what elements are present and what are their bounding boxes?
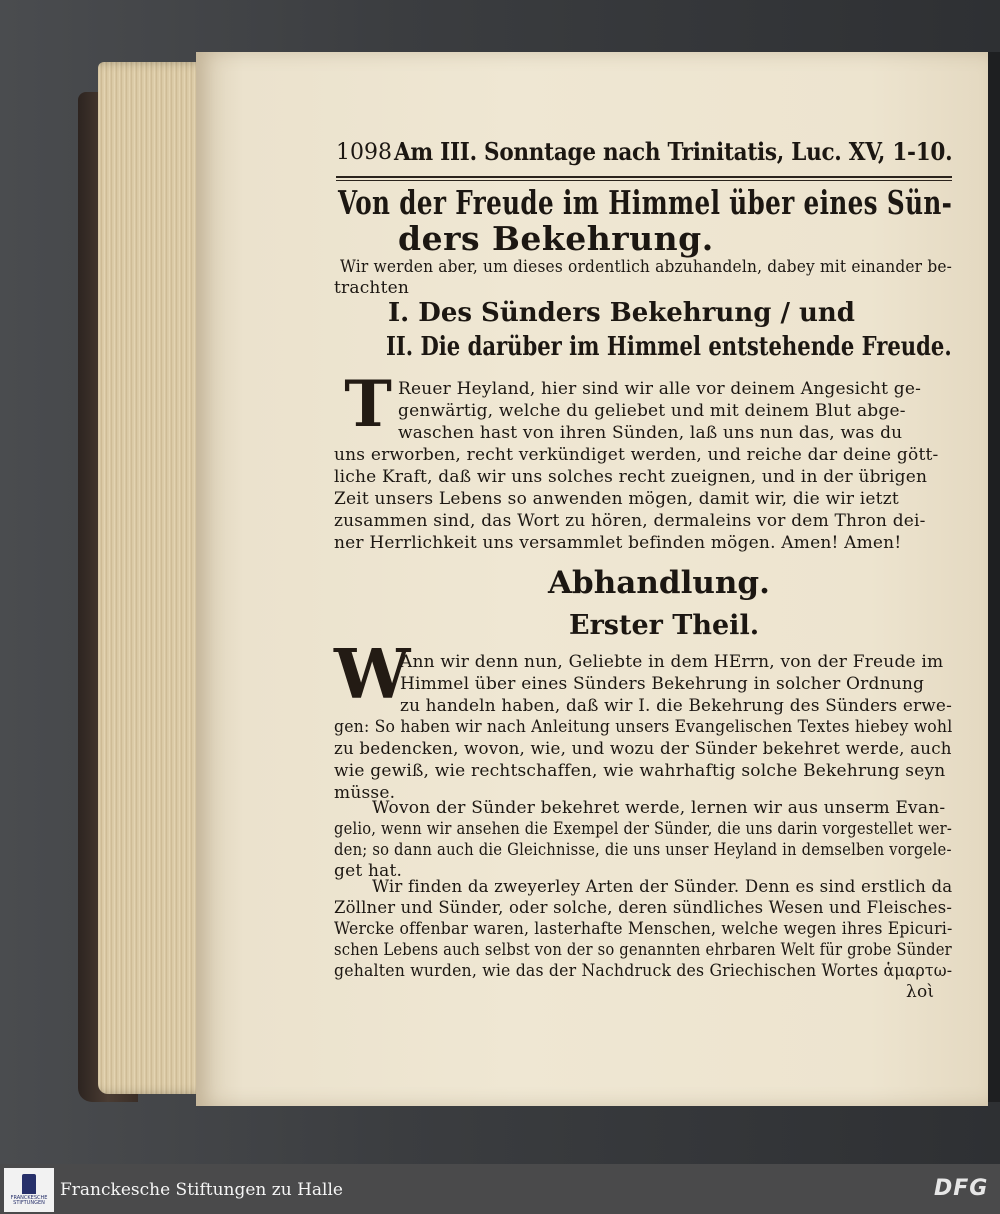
paragraph-line: den; so dann auch die Gleichnisse, die uns unser Heyland in demselben vorgele- <box>334 840 952 860</box>
part-heading: Erster Theil. <box>569 610 760 641</box>
prayer-line: Zeit unsers Lebens so anwenden mögen, damit wir, die wir ietzt <box>334 489 899 509</box>
paragraph-line: gen: So haben wir nach Anleitung unsers Evangelischen Textes hiebey wohl <box>334 717 953 737</box>
prayer-line: waschen hast von ihren Sünden, laß uns nun das, was du <box>398 423 903 443</box>
header-rule <box>336 176 952 178</box>
running-title: Am III. Sonntage nach Trinitatis, Luc. XV, 1-10. <box>394 137 953 166</box>
paragraph-line: Zöllner und Sünder, oder solche, deren sündliches Wesen und Fleisches- <box>334 898 953 918</box>
paragraph-line: Himmel über eines Sünders Bekehrung in solcher Ordnung <box>400 674 925 694</box>
section-heading: Abhandlung. <box>548 565 770 601</box>
paragraph-line: get hat. <box>334 861 403 881</box>
drop-cap: W <box>334 635 411 715</box>
paragraph-line: gehalten wurden, wie das der Nachdruck des Griechischen Wortes ἁμαρτω- <box>334 961 953 981</box>
outline-point-1: I. Des Sünders Bekehrung / und <box>388 298 855 328</box>
paragraph-line: zu bedencken, wovon, wie, und wozu der Sünder bekehret werde, auch <box>334 739 952 759</box>
facing-page-edge <box>988 52 1000 1102</box>
franckesche-stiftungen-logo[interactable] <box>4 1168 54 1212</box>
prayer-line: ner Herrlichkeit uns versammlet befinden mögen. Amen! Amen! <box>334 533 902 553</box>
logo-text: FRANCKESCHE STIFTUNGEN <box>10 1194 48 1206</box>
paragraph-line: Wir finden da zweyerley Arten der Sünder. Denn es sind erstlich da <box>372 877 953 897</box>
paragraph-line: zu handeln haben, daß wir I. die Bekehrung des Sünders erwe- <box>400 696 952 716</box>
paragraph-line: Wovon der Sünder bekehret werde, lernen wir aus unserm Evan- <box>372 798 946 818</box>
intro-text: Wir werden aber, um dieses ordentlich abzuhandeln, dabey mit einander be- <box>340 257 953 277</box>
dfg-logo[interactable]: DFG <box>934 1176 989 1201</box>
paragraph-line: Wercke offenbar waren, lasterhafte Menschen, welche wegen ihres Epicuri- <box>334 919 953 939</box>
paragraph-line: schen Lebens auch selbst von der so genannten ehrbaren Welt für grobe Sünder <box>334 940 952 960</box>
paragraph-line: müsse. <box>334 783 396 803</box>
sermon-title-line: ders Bekehrung. <box>398 219 714 258</box>
intro-text: trachten <box>334 278 410 298</box>
drop-cap: T <box>344 367 392 442</box>
paragraph-line: wie gewiß, wie rechtschaffen, wie wahrhaftig solche Bekehrung seyn <box>334 761 946 781</box>
outline-point-2: II. Die darüber im Himmel entstehende Freude. <box>386 332 952 362</box>
paragraph-line: gelio, wenn wir ansehen die Exempel der Sünder, die uns darin vorgestellet wer- <box>334 819 953 839</box>
institution-name: Franckesche Stiftungen zu Halle <box>60 1180 343 1200</box>
prayer-line: genwärtig, welche du geliebet und mit deinem Blut abge- <box>398 401 906 421</box>
paragraph-line: Ann wir denn nun, Geliebte in dem HErrn, von der Freude im <box>400 652 944 672</box>
building-icon <box>22 1174 36 1194</box>
page-number: 1098 <box>336 140 392 165</box>
prayer-line: Reuer Heyland, hier sind wir alle vor deinem Angesicht ge- <box>398 379 922 399</box>
page-edges <box>98 62 210 1094</box>
prayer-line: zusammen sind, das Wort zu hören, dermaleins vor dem Thron dei- <box>334 511 926 531</box>
header-rule-thin <box>336 180 952 181</box>
catchword: λοὶ <box>906 982 935 1002</box>
sermon-title-line: Von der Freude im Himmel über eines Sün- <box>338 183 953 222</box>
prayer-line: liche Kraft, daß wir uns solches recht zueignen, und in der übrigen <box>334 467 928 487</box>
prayer-line: uns erworben, recht verkündiget werden, und reiche dar deine gött- <box>334 445 939 465</box>
